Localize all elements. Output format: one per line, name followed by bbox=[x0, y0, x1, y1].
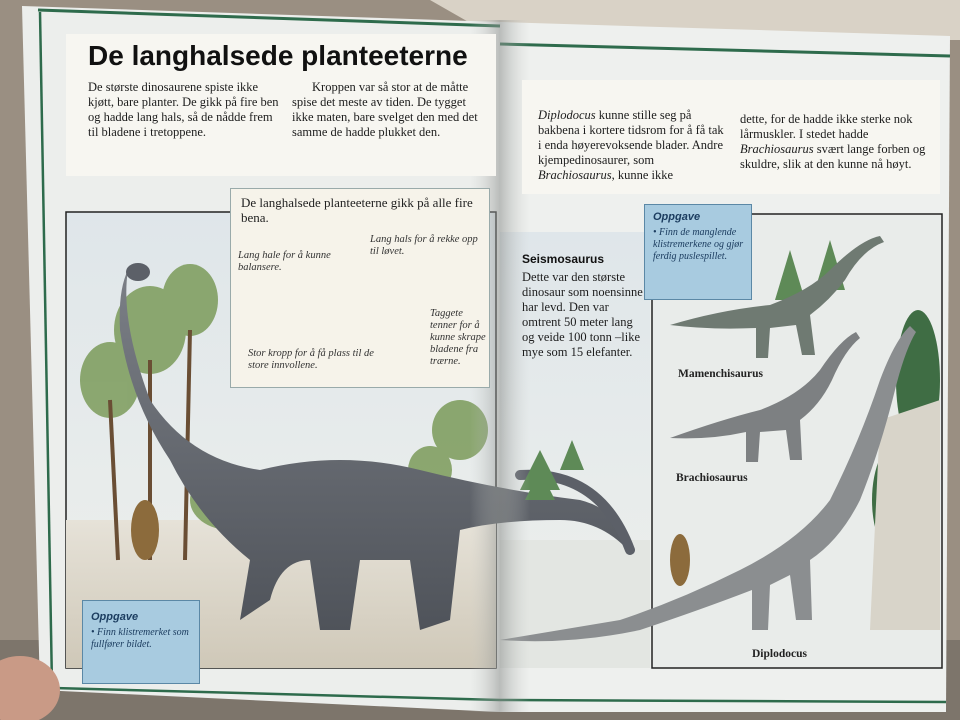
label-diplodocus: Diplodocus bbox=[752, 648, 807, 660]
seismosaurus-heading: Seismosaurus bbox=[522, 252, 605, 266]
right-column-1-text: kunne stille seg på bakbena i kortere tidsrom for å få tak i enda høyerevoksende blader. Andre kjempedinosaurer, som bbox=[538, 108, 724, 167]
inset-title: De langhalsede planteeterne gikk på alle fire bena. bbox=[241, 195, 473, 225]
term-brachiosaurus: Brachiosaurus bbox=[538, 168, 612, 182]
term-diplodocus: Diplodocus bbox=[538, 108, 596, 122]
page-title: De langhalsede planteeterne bbox=[88, 40, 468, 71]
right-column-2 bbox=[740, 112, 930, 172]
task-text-left: • Finn klistremerket som fullfører bildet. bbox=[91, 627, 189, 650]
right-column-1 bbox=[538, 108, 728, 183]
intro-column-1: De største dinosaurene spiste ikke kjøtt, bare planter. De gikk på fire ben og hadde lang hals, så de nådde frem til bladene i tretoppene. bbox=[88, 80, 279, 139]
task-heading-right: Oppgave bbox=[653, 211, 701, 223]
label-brachiosaurus: Brachiosaurus bbox=[676, 472, 748, 484]
label-teeth: Taggete tenner for å kunne skrape bladene fra trærne. bbox=[430, 308, 486, 367]
right-column-2-text: dette, for de hadde ikke sterke nok lårmuskler. I stedet hadde bbox=[740, 112, 913, 141]
label-neck: Lang hals for å rekke opp til løvet. bbox=[370, 234, 478, 257]
right-column-2-end: svært lange forben og skuldre, slik at den kunne nå høyt. bbox=[740, 142, 926, 171]
label-tail: Lang hale for å kunne balansere. bbox=[238, 250, 331, 273]
seismosaurus-text: Dette var den største dinosaur som noensinne har levd. Den var omtrent 50 meter lang og veide 100 tonn –like mye som 15 elefanter. bbox=[522, 270, 643, 359]
term-brachiosaurus-2: Brachiosaurus bbox=[740, 142, 814, 156]
label-mamenchisaurus: Mamenchisaurus bbox=[678, 368, 763, 380]
task-box-right bbox=[644, 204, 752, 300]
intro-column-2: Kroppen var så stor at de måtte spise det meste av tiden. De tygget ikke maten, bare svelget den med det samme de hadde plukket den. bbox=[292, 80, 478, 139]
task-box-left bbox=[82, 600, 200, 684]
right-column-1-end: , kunne ikke bbox=[611, 168, 674, 182]
label-body: Stor kropp for å få plass til de store innvollene. bbox=[248, 348, 374, 371]
task-heading-left: Oppgave bbox=[91, 611, 139, 623]
task-text-right: • Finn de manglende klistremerkene og gjør ferdig puslespillet. bbox=[653, 227, 744, 262]
